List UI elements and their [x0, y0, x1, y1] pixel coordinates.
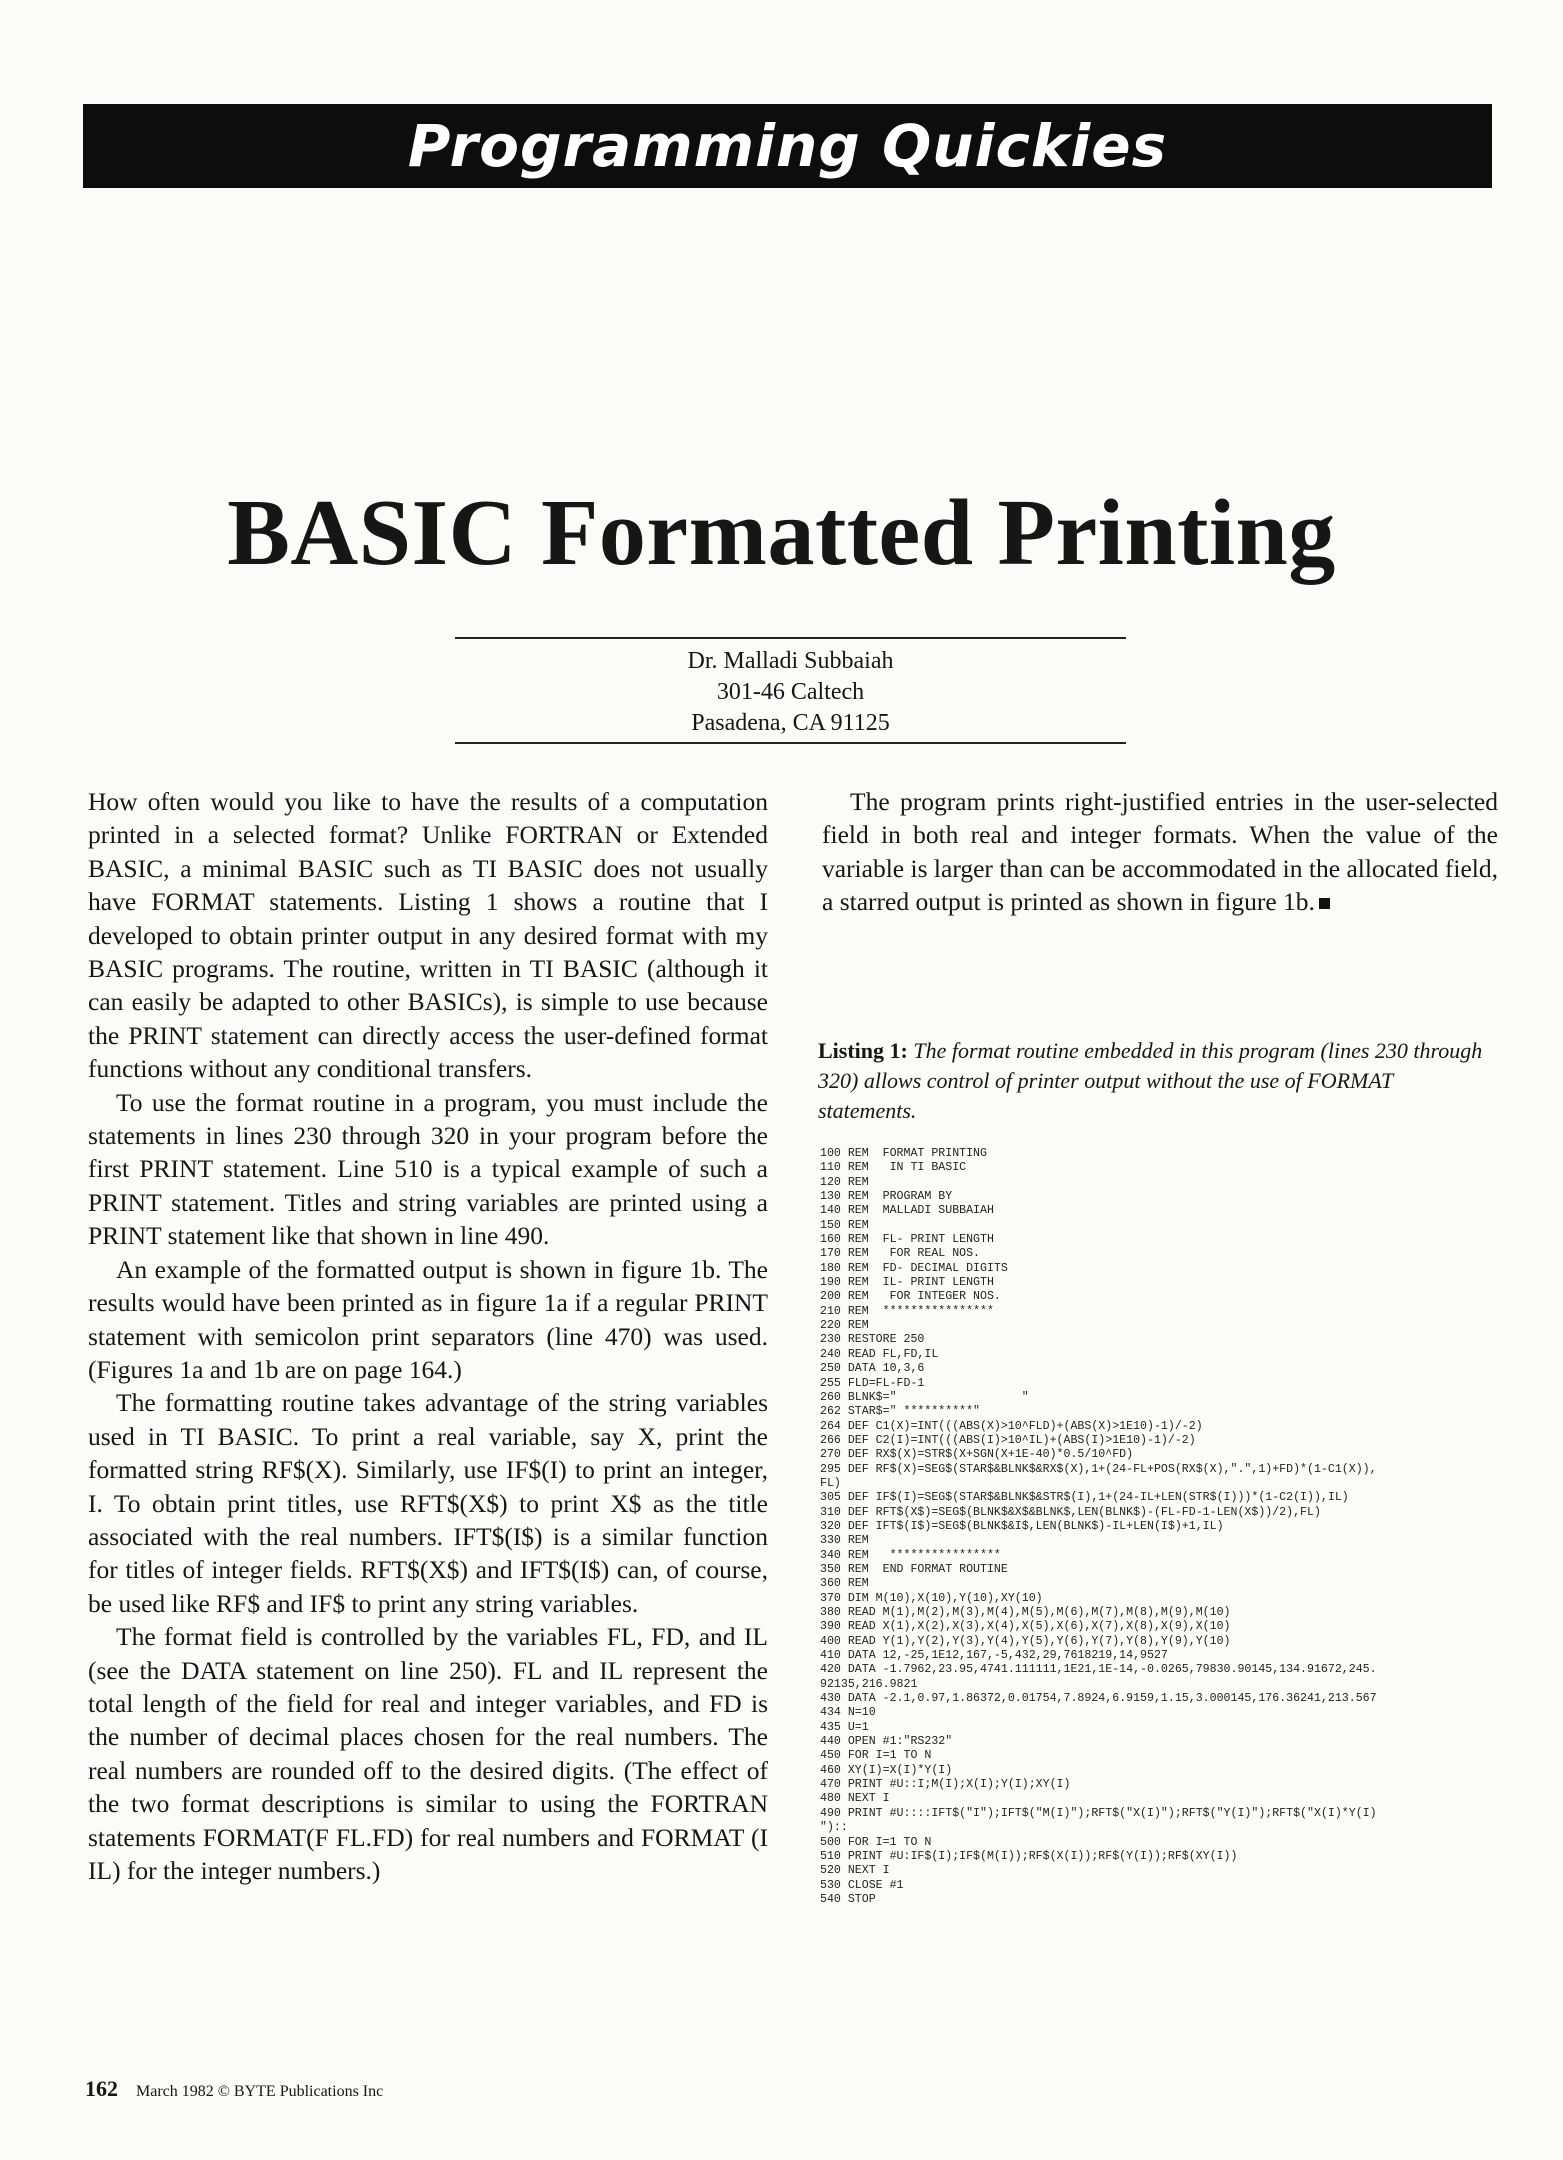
code-line: 380 READ M(1),M(2),M(3),M(4),M(5),M(6),M(7),M(8),M(9),M(10): [820, 1606, 1231, 1619]
code-line: 130 REM PROGRAM BY: [820, 1190, 953, 1204]
end-of-article-icon: [1319, 898, 1330, 909]
author-name: Dr. Malladi Subbaiah: [687, 648, 894, 674]
code-line: 420 DATA -1.7962,23.95,4741.111111,1E21,1E-14,-0.0265,79830.90145,134.91672,245.: [820, 1663, 1377, 1677]
code-line: 390 READ X(1),X(2),X(3),X(4),X(5),X(6),X(7),X(8),X(9),X(10): [820, 1620, 1231, 1634]
code-line: 510 PRINT #U:IF$(I);IF$(M(I));RF$(X(I));RF$(Y(I));RF$(XY(I)): [820, 1849, 1238, 1863]
body-paragraph-right-text: The program prints right-justified entries in the user-selected field in both real and integer formats. When the value of the variable is larger than can be accommodated in the allocated field, a starred output is printed as shown in figure 1b.: [822, 787, 1498, 917]
code-line: 190 REM IL- PRINT LENGTH: [820, 1276, 994, 1290]
section-banner-label: Programming Quickies: [407, 112, 1168, 180]
code-line: FL): [820, 1476, 841, 1490]
code-line: 120 REM: [820, 1175, 869, 1189]
code-line: 370 DIM M(10),X(10),Y(10),XY(10): [820, 1591, 1043, 1605]
code-line: 490 PRINT #U::::IFT$("I");IFT$("M(I)");RFT$("X(I)");RFT$("Y(I)");RFT$("X(I)*Y(I): [820, 1806, 1377, 1820]
code-line: 480 NEXT I: [820, 1792, 890, 1806]
code-line: 255 FLD=FL-FD-1: [820, 1376, 925, 1390]
code-line: 434 N=10: [820, 1706, 876, 1720]
code-line: 200 REM FOR INTEGER NOS.: [820, 1290, 1001, 1304]
code-line: 410 DATA 12,-25,1E12,167,-5,432,29,7618219,14,9527: [820, 1649, 1168, 1663]
code-line: 160 REM FL- PRINT LENGTH: [820, 1233, 994, 1247]
code-line: 435 U=1: [820, 1720, 869, 1734]
code-line: 250 DATA 10,3,6: [820, 1362, 925, 1376]
code-line: 520 NEXT I: [820, 1864, 890, 1878]
code-line: 264 DEF C1(X)=INT(((ABS(X)>10^FLD)+(ABS(X)>1E10)-1)/-2): [820, 1419, 1203, 1433]
code-line: 220 REM: [820, 1319, 869, 1333]
code-line: 295 DEF RF$(X)=SEG$(STAR$&BLNK$&RX$(X),1+(24-FL+POS(RX$(X),".",1)+FD)*(1-C1(X)),: [820, 1462, 1377, 1476]
body-paragraph-right: [822, 785, 1498, 919]
code-line: 92135,216.9821: [820, 1677, 918, 1691]
body-paragraph: To use the format routine in a program, you must include the statements in lines 230 through 320 in your program before the first PRINT statement. Line 510 is a typical example of such a PRINT statement. Titles and string variables are printed using a PRINT statement like that shown in line 490.: [88, 1087, 768, 1251]
code-line: 470 PRINT #U::I;M(I);X(I);Y(I);XY(I): [820, 1778, 1071, 1792]
code-line: 100 REM FORMAT PRINTING: [820, 1147, 987, 1160]
code-line: 140 REM MALLADI SUBBAIAH: [820, 1204, 994, 1218]
code-line: 230 RESTORE 250: [820, 1333, 925, 1347]
author-top-rule: [455, 637, 1126, 639]
author-block: [455, 646, 1126, 739]
section-banner: [83, 104, 1492, 188]
code-line: 260 BLNK$=" ": [820, 1390, 1029, 1404]
code-line: 440 OPEN #1:"RS232": [820, 1735, 953, 1749]
code-line: 500 FOR I=1 TO N: [820, 1835, 932, 1849]
code-line: 530 CLOSE #1: [820, 1878, 904, 1892]
author-address-line2: Pasadena, CA 91125: [691, 710, 890, 736]
code-line: 360 REM: [820, 1577, 869, 1591]
code-line: 320 DEF IFT$(I$)=SEG$(BLNK$&I$,LEN(BLNK$)-IL+LEN(I$)+1,IL): [820, 1519, 1224, 1533]
code-line: 460 XY(I)=X(I)*Y(I): [820, 1763, 953, 1777]
code-line: 305 DEF IF$(I)=SEG$(STAR$&BLNK$&STR$(I),1+(24-IL+LEN(STR$(I)))*(1-C2(I)),IL): [820, 1491, 1349, 1505]
code-line: 350 REM END FORMAT ROUTINE: [820, 1562, 1008, 1576]
body-paragraph: How often would you like to have the results of a computation printed in a selected format? Unlike FORTRAN or Extended BASIC, a minimal BASIC such as TI BASIC does not usually have FORMAT statements. Listing 1 shows a routine that I developed to obtain printer output in any desired format with my BASIC programs. The routine, written in TI BASIC (although it can easily be adapted to other BASICs), is simple to use because the PRINT statement can directly access the user-defined format functions without any conditional transfers.: [88, 787, 768, 1084]
code-line: 540 STOP: [820, 1892, 876, 1906]
code-line: 240 READ FL,FD,IL: [820, 1347, 939, 1361]
author-bottom-rule: [455, 742, 1126, 744]
page-number: 162: [85, 2076, 118, 2101]
code-line: 270 DEF RX$(X)=STR$(X+SGN(X+1E-40)*0.5/10^FD): [820, 1448, 1134, 1462]
code-listing: [820, 1147, 1500, 1907]
code-line: ")::: [820, 1821, 848, 1835]
article-title: BASIC Formatted Printing: [227, 481, 1336, 585]
code-line: 170 REM FOR REAL NOS.: [820, 1247, 981, 1261]
body-right-column: [822, 785, 1498, 919]
code-line: 340 REM ****************: [820, 1548, 1001, 1562]
body-paragraph: The formatting routine takes advantage of the string variables used in TI BASIC. To print a real variable, say X, print the formatted string RF$(X). Similarly, use IF$(I) to print an integer, I. To obtain print titles, use RFT$(X$) to print X$ as the title associated with the real numbers. IFT$(I$) is a similar function for titles of integer fields. RFT$(X$) and IFT$(I$) can, of course, be used like RF$ and IF$ to print any string variables.: [88, 1388, 768, 1618]
code-line: 450 FOR I=1 TO N: [820, 1749, 932, 1763]
code-line: 330 REM: [820, 1534, 869, 1548]
body-left-column: [88, 785, 768, 1887]
code-line: 266 DEF C2(I)=INT(((ABS(I)>10^IL)+(ABS(I)>1E10)-1)/-2): [820, 1433, 1196, 1447]
body-paragraph: The format field is controlled by the variables FL, FD, and IL (see the DATA statement on line 250). FL and IL represent the total length of the field for real and integer variables, and FD is the number of decimal places chosen for the real numbers. The real numbers are rounded off to the desired digits. (The effect of the two format descriptions is similar to using the FORTRAN statements FORMAT(F FL.FD) for real numbers and FORMAT (I IL) for the integer numbers.): [88, 1622, 768, 1885]
code-line: 310 DEF RFT$(X$)=SEG$(BLNK$&X$&BLNK$,LEN(BLNK$)-(FL-FD-1-LEN(X$))/2),FL): [820, 1505, 1321, 1519]
author-address-line1: 301-46 Caltech: [716, 679, 865, 705]
listing-caption: [818, 1036, 1496, 1126]
code-line: 210 REM ****************: [820, 1304, 994, 1318]
code-line: 150 REM: [820, 1218, 869, 1232]
code-line: 262 STAR$=" **********": [820, 1405, 981, 1419]
issue-line: March 1982 © BYTE Publications Inc: [136, 2083, 384, 2100]
code-line: 400 READ Y(1),Y(2),Y(3),Y(4),Y(5),Y(6),Y(7),Y(8),Y(9),Y(10): [820, 1634, 1231, 1648]
code-line: 110 REM IN TI BASIC: [820, 1161, 967, 1175]
body-paragraph: An example of the formatted output is shown in figure 1b. The results would have been printed as in figure 1a if a regular PRINT statement with semicolon print separators (line 470) was used. (Figures 1a and 1b are on page 164.): [88, 1254, 768, 1384]
page-footer: [85, 2077, 383, 2104]
listing-caption-lead: Listing 1:: [818, 1038, 908, 1063]
code-line: 430 DATA -2.1,0.97,1.86372,0.01754,7.8924,6.9159,1.15,3.000145,176.36241,213.567: [820, 1692, 1377, 1706]
code-line: 180 REM FD- DECIMAL DIGITS: [820, 1261, 1008, 1275]
listing-caption-text: The format routine embedded in this program (lines 230 through 320) allows control of printer output without the use of FORMAT statements.: [818, 1038, 1483, 1123]
